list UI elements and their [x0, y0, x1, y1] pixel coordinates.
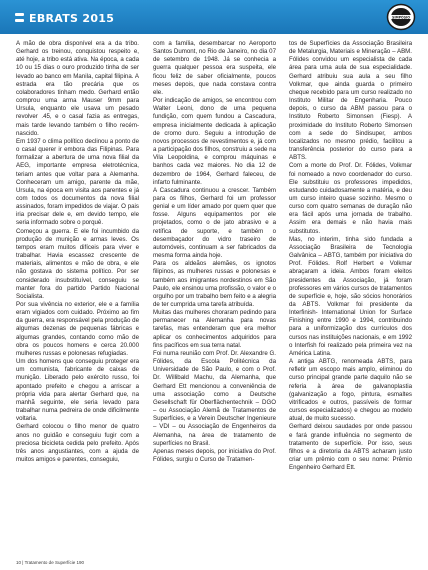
text-column-1 — [16, 40, 139, 464]
paragraph: Gerhard colocou o filho menor de quatro anos no guidão e conseguiu fugir com a preciosa bicicleta cedida pelo prefeito. Após três anos angustiantes, com a ajuda de muitos amigos e parentes, conseguiu, — [16, 423, 139, 463]
paragraph: A mão de obra disponível era a da tribo. Gerhard os treinou, conquistou respeito e, até hoje, a tribo está ativa. Na época, a cada 10 ou 15 dias o ouro produzido tinha de ser levado ao banco em Manila, capital filipina. A estrada era tão precária que os colaboradores tinham medo. Gerhard então comprou uma arma Mauser 9mm para Ursula, enquanto ele usava um pesado revolver .45, e o casal fazia as entregas, mais tarde levando também o filho recém-nascido. — [16, 40, 139, 137]
seal-emblem-icon — [386, 3, 416, 31]
paragraph: Apenas meses depois, por iniciativa do Prof. Fólides, surgiu o Curso de Tratamen- — [153, 447, 276, 463]
paragraph: A Cascadura continuou a crescer. Também para os filhos, Gerhard foi um professor genial e um líder amado por quem quer que fosse. Alguns equipamentos por ele projetados, como o de jato abrasivo e a retífica de suporte, e também o desembaçador do vidro traseiro de automóveis, continuam a ser fabricados da mesma forma ainda hoje. — [153, 186, 276, 260]
paragraph: Em 1937 o clima político declinou a ponto de o casal querer ir embora das Filipinas. Para formalizar a abertura de uma nova filial da AEG, importante empresa eletrotécnica, teriam antes que voltar para a Alemanha. Conheceram um amigo, parente da mãe, Ursula, na época em visita aos parentes e já com todos os documentos da nova filial assinados, foram impedidos de viajar. O pais iria precisar dele e, em devido tempo, ele seria informado sobre o porquê. — [16, 137, 139, 227]
paragraph: tos de Superfícies da Associação Brasileira de Metalurgia, Materiais e Mineração – ABM. Fólides convidou um especialista de cada área para uma aula de sua especialidade. Gerhard atribuiu sua aula a seu filho Volkmar, que ainda guarda o primeiro cheque recebido para um curso realizado no Instituto Militar de Engenharia. Pouco depois, o curso da ABM passou para o Instituto Roberto Simonsen (Fiesp). A proximidade do Instituto Roberto Simonsen com a sede do Sindisuper, ambos localizados no mesmo prédio, facilitou a transferência posterior do curso para a ABTS. — [289, 40, 412, 162]
paragraph: Gerhard deixou saudades por onde passou e fará grande influência no segmento de tratamento de superfície. Por isso, seus filhos e a diretoria da ABTS acharam justo criar um prêmio com o seu nome: Prêmio Engenheiro Gerhard Ett. — [289, 423, 412, 472]
ebrats-logo-icon — [15, 12, 24, 24]
paragraph: com a família, desembarcar no Aeroporto Santos Dumont, no Rio de Janeiro, no dia 07 de setembro de 1948. Já se conhecia a guerra qualquer pessoa era suspeita, ele ficou feliz de saber oficialmente, poucos meses depois, que nada constava contra ele. — [153, 40, 276, 96]
ebrats-logo-text: EBRATS 2015 — [29, 11, 115, 25]
paragraph: Com a morte do Prof. Dr. Fólides, Volkmar foi nomeado a novo coordenador do curso. Ele substituiu os professores impedidos, estudando cuidadosamente a matéria, e deu um curso inteiro quase sozinho. Mesmo o curso com quatro semanas de duração não era fácil após uma jornada de trabalho. Assim era demais e não havia mais substitutos. — [289, 162, 412, 235]
paragraph: Por sua vivência no exterior, ele e a família eram vigiados com cuidado. Próximo ao fim da guerra, era responsável pela produção de algumas dezenas de pequenas fábricas e algumas grandes, contando como mão de obra os poucos homens e cerca 20.000 mulheres russas e polonesas refugiadas. — [16, 301, 139, 357]
paragraph: Por indicação de amigos, se encontrou com Walter Leoni, dono de uma pequena fundição, com quem fundou a Cascadura, empresa inicialmente dedicada à aplicação de cromo duro. Seguiu a introdução de novos processos de revestimentos e, já com a participação dos filhos, construiu a sede na Vila Leopoldina, e comprou máquinas e banhos cada vez maiores. No dia 12 de dezembro de 1964, Gerhard faleceu, de infarto fulminante. — [153, 97, 276, 186]
page-footer: 10 | Tratamento de Superfície 190 — [16, 560, 84, 565]
paragraph: Muitas das mulheres choraram pedindo para permanecer na Alemanha para novas tarefas, mas entenderam que era melhor aplicar os conhecimentos adquiridos para fins pacíficos em sua terra natal. — [153, 309, 276, 349]
paragraph: Foi numa reunião com Prof. Dr. Alexandre G. Fólides, da Escola Politécnica da Universidade de São Paulo, e com o Prof. Dr. Willibald Machu, da Alemanha, que Gerhard Ett mencionou a conveniência de uma associação como a Deutsche Gesellschaft für Oberflächentechnik – DGO – ou Associação Alemã de Tratamentos de Superfícies, e a Verein Deutscher Ingenieure – VDI – ou Associação de Engenheiros da Alemanha, na área de tratamento de superfícies no Brasil. — [153, 349, 276, 447]
paragraph: Começou a guerra. E ele foi incumbido da produção de munição e armas leves. Os tempos eram muitos difíceis para viver e trabalhar. Havia escassez crescente de materiais, alimentos e mão de obra, e ele não gostava do sistema político. Por ser considerado insubstituível, conseguiu se manter fora do partido Partido Nacional Socialista. — [16, 227, 139, 300]
page-header — [0, 0, 428, 34]
text-column-2 — [153, 40, 276, 464]
ebrats-logo — [15, 9, 114, 27]
paragraph: A antiga ABTG, renomeada ABTS, para refletir um escopo mais amplo, eliminou do curso principal grande parte daquilo não se referia à área de galvanoplastia (galvanização a fogo, pintura, esmaltes vitrificados e outros, passíveis de formar cursos especializados) e chegou ao modelo atual, de muito sucesso. — [289, 358, 412, 423]
text-column-3 — [289, 40, 412, 472]
paragraph: Um dos homens que conseguiu proteger era um comunista, fabricante de caixas de munição. Liberado pelo exército russo, foi apontado prefeito e chegou a arriscar a própria vida para alertar Gerhard que, na manhã seguinte, ele seria levado para trabalhar numa pedreira de onde dificilmente voltaria. — [16, 358, 139, 423]
seal-text: SIMPÓSIO — [392, 15, 410, 20]
paragraph: Mas, no interim, tinha sido fundada a Associação Brasileira de Tecnologia Galvânica – ABTG, também por iniciativa do Prof. Fólides. Rolf Herbert e Volkmar abraçaram a ideia. Ambos foram eleitos presidentes da Associação, já foram professores em vários cursos de tratamentos de superfície e, hoje, são sócios honorários da ABTS. Volkmar foi presidente da Interfinish- International Union for Surface Finishing entre 1990 e 1994, contribuindo para a uniformização dos currículos dos cursos nas instituições nacionais, e em 1992 o Interfish foi realizado pela primeira vez na América Latina. — [289, 235, 412, 357]
paragraph: Para os aldeãos alemães, os ignotos filipinos, as mulheres russas e polonesas e também aos imigrantes nordestinos em São Paulo, ele ensinou uma profissão, o valor e o orgulho por um trabalho bem feito e a alegria de ter cumprida uma tarefa atribuída. — [153, 260, 276, 308]
